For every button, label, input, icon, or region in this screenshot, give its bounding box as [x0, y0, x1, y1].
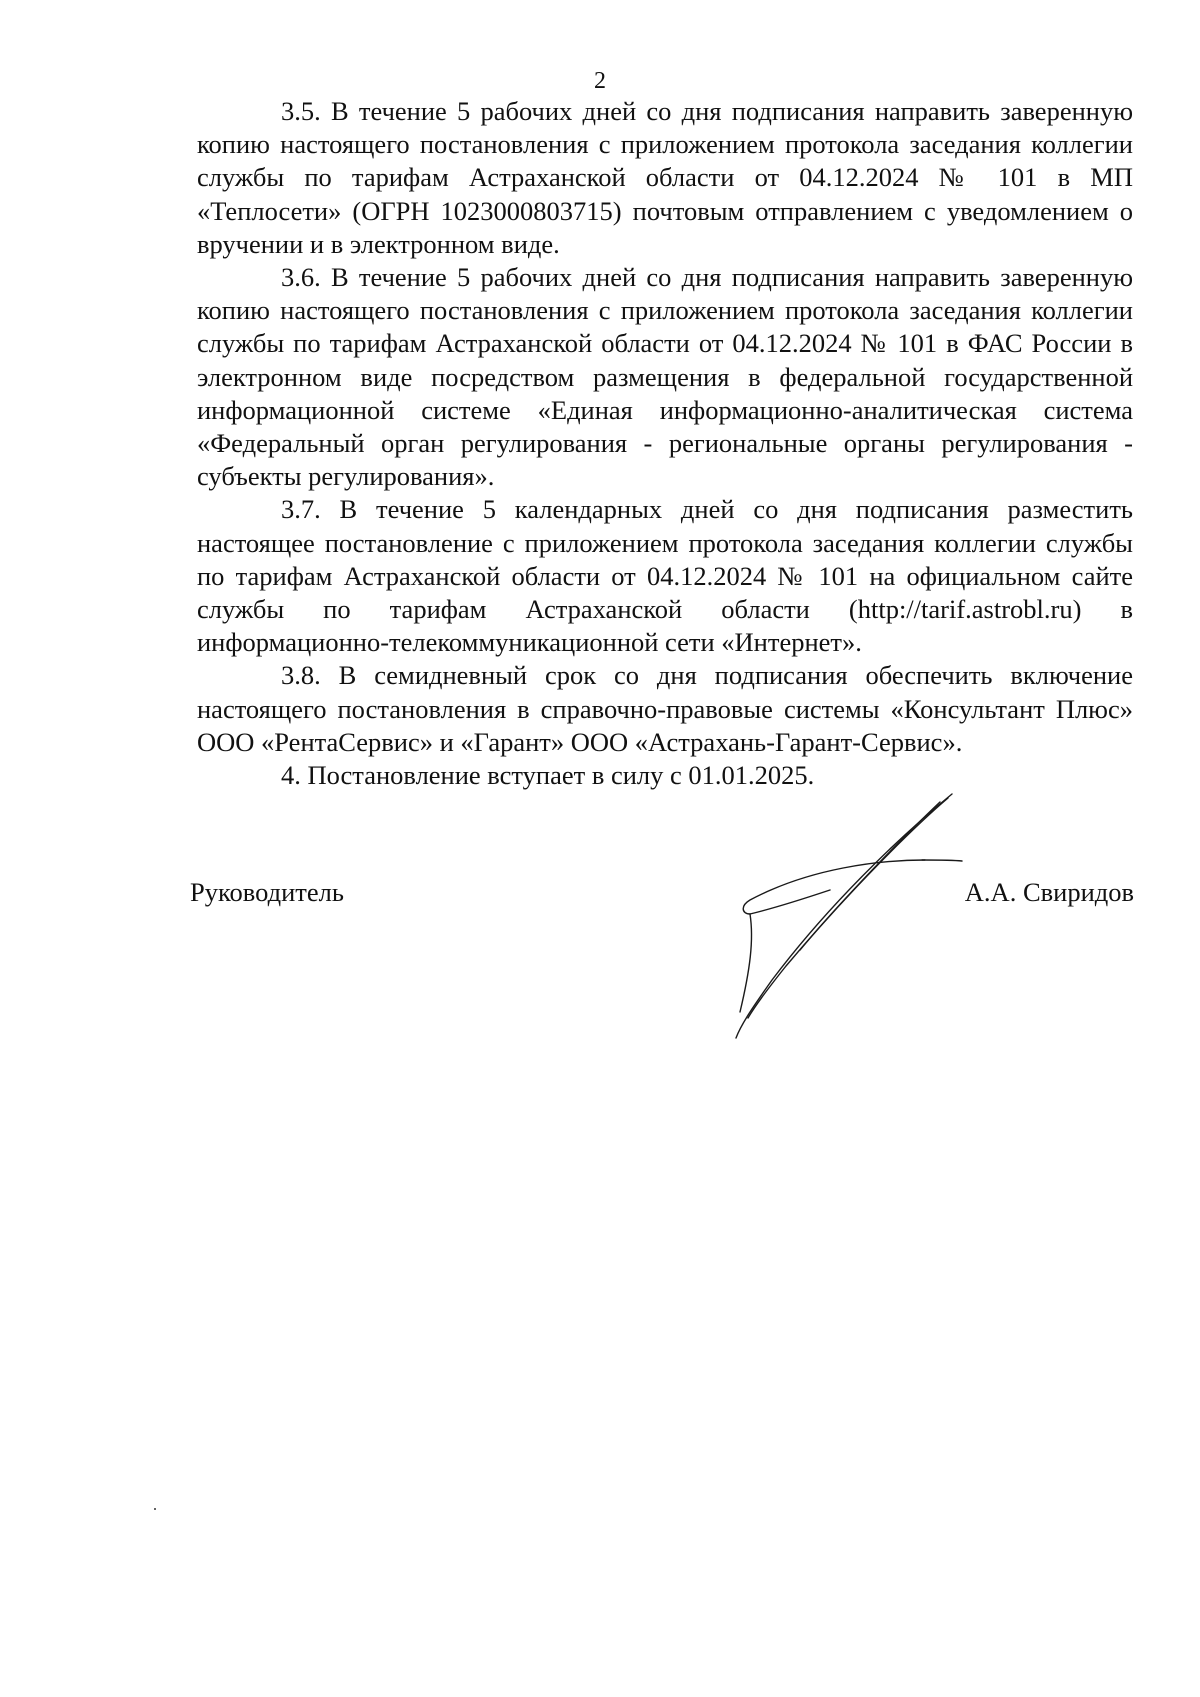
- handwritten-signature-icon: [690, 790, 970, 1040]
- paragraph-3-8: 3.8. В семидневный срок со дня подписания обеспечить включение настоящего постановления в справочно-правовые системы «Консультант Плюс» ООО «РентаСервис» и «Гарант» ООО «Астрахань-Гарант-Сервис».: [197, 660, 1133, 757]
- paragraph-3-7: 3.7. В течение 5 календарных дней со дня подписания разместить настоящее постановление с приложением протокола заседания коллегии службы по тарифам Астраханской области от 04.12.2024 № 101 на официальном сайте службы по тарифам Астраханской области (http://tarif.astrobl.ru) в информационно-телекоммуникационной сети «Интернет».: [197, 494, 1133, 658]
- document-body: [197, 95, 1133, 792]
- signatory-name: А.А. Свиридов: [964, 877, 1134, 907]
- paragraph-4: 4. Постановление вступает в силу с 01.01.2025.: [281, 760, 815, 791]
- page-number: 2: [594, 68, 606, 94]
- signature-block: [190, 875, 1134, 915]
- paragraph-3-6: 3.6. В течение 5 рабочих дней со дня подписания направить заверенную копию настоящего постановления с приложением протокола заседания коллегии службы по тарифам Астраханской области от 04.12.2024 № 101 в ФАС России в электронном виде посредством размещения в федеральной государственной информационной системе «Единая информационно-аналитическая система «Федеральный орган регулирования - региональные органы регулирования - субъекты регулирования».: [197, 262, 1133, 492]
- scan-speck: [154, 1508, 156, 1510]
- signatory-title: Руководитель: [190, 877, 344, 907]
- paragraph-3-5: 3.5. В течение 5 рабочих дней со дня подписания направить заверенную копию настоящего постановления с приложением протокола заседания коллегии службы по тарифам Астраханской области от 04.12.2024 № 101 в МП «Теплосети» (ОГРН 1023000803715) почтовым отправлением с уведомлением о вручении и в электронном виде.: [197, 96, 1133, 259]
